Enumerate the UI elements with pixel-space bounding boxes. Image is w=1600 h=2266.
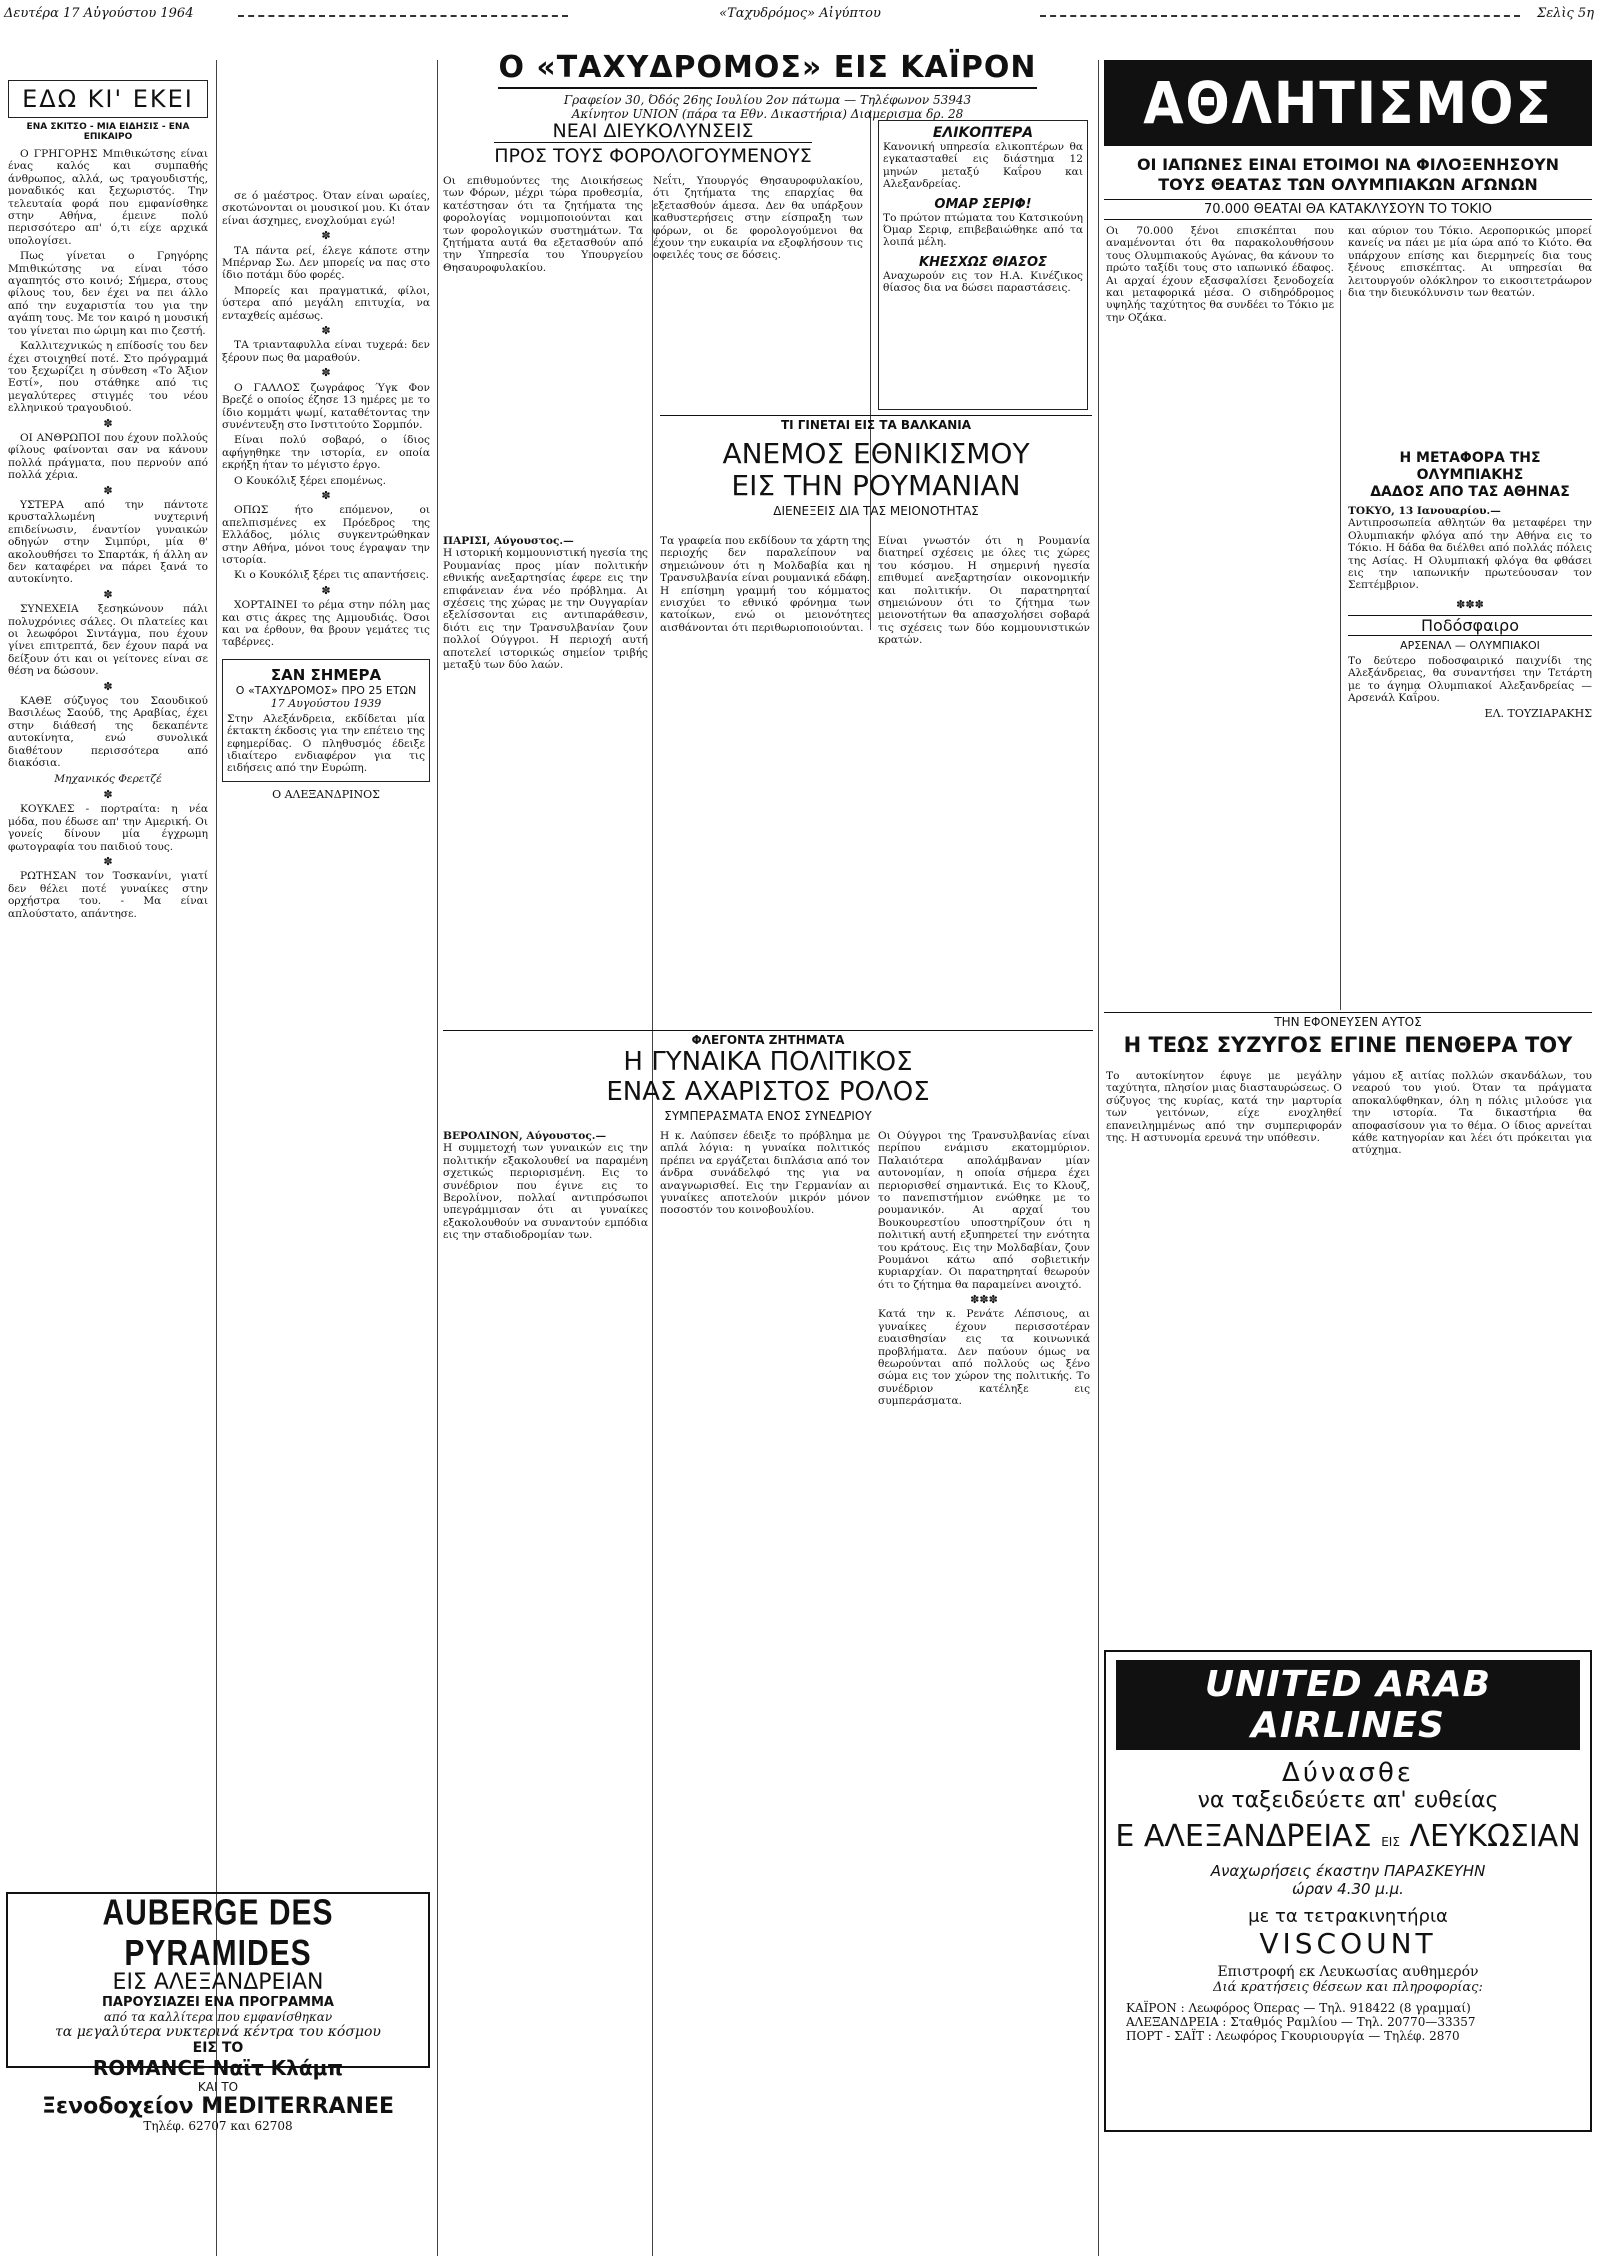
ad-line: ΠΑΡΟΥΣΙΑΖΕΙ ΕΝΑ ΠΡΟΓΡΑΜΜΑ: [102, 1995, 334, 2010]
paragraph: Καλλιτεχνικώς η επίδοσίς του δεν έχει στοιχηθεί ποτέ. Στο πρόγραμμά του ξεχωρίζει η σύνθεση «Το Άξιον Εστί», που στάθηκε από τις μεγαλύτερες στιγμές του νέου ελληνικού τραγουδιού.: [8, 340, 208, 415]
balkans-col-mid: [660, 535, 870, 1020]
paragraph: σε ό μαέστρος. Όταν είναι ωραίες, σκοτώνονται οι μουσικοί μου. Κι όταν είναι άσχημες, ενοχλούμαι εγώ!: [222, 190, 430, 227]
tax-title-line: ΝΕΑΙ ΔΙΕΥΚΟΛΥΝΣΕΙΣ: [552, 120, 754, 142]
ad-line: με τα τετρακινητήρια: [1248, 1906, 1448, 1927]
paragraph: Ο ΓΑΛΛΟΣ ζωγράφος Ύγκ Φον Βρεζέ ο οποίος έζησε 13 ημέρες με το ίδιο κομμάτι ψωμί, καταθέτοντας την συνέντευξη στο Ινστιτούτο Σορμπόν.: [222, 381, 430, 431]
cairo-address: Γραφείον 30, Όδός 26ης Ιουλίου 2ον πάτωμα — Τηλέφωνον 53943: [563, 93, 972, 107]
page-header: [0, 4, 1600, 26]
header-paper-name: «Ταχυδρόμος» Αἰγύπτου: [719, 6, 881, 21]
ad-line: Αναχωρήσεις έκαστην ΠΑΡΑΣΚΕΥΗΝ: [1210, 1862, 1486, 1880]
ad-route-destination: ΛΕΥΚΩΣΙΑΝ: [1409, 1819, 1581, 1854]
wife-headline: [1104, 1012, 1592, 1057]
torch-title-line: Η ΜΕΤΑΦΟΡΑ ΤΗΣ ΟΛΥΜΠΙΑΚΗΣ: [1399, 450, 1541, 483]
ad-title: AUBERGE DES PYRAMIDES: [102, 1893, 334, 1974]
wife-text: Το αυτοκίνητον έφυγε με μεγάλην ταχύτητα, πλησίον μιας διασταυρώσεως. Ο σύζυγος της κυρίας, κατά την μαρτυρία των γειτόνων, είχε ενοχληθεί επανειλημμένως από την συμπεριφοράν της. Η αστυνομία ερευνά την υπόθεσιν.: [1106, 1070, 1342, 1145]
paragraph: Πως γίνεται ο Γρηγόρης Μπιθικώτσης να είναι τόσο αγαπητός στο κοινό; Σήμερα, στους φίλους του, δεν έχει να πει άλλο από την ευχαριστία του για την αγάπη τους. Με τον καιρό η μουσική του γίνεται πιο ώριμη και πιο ζεστή.: [8, 250, 208, 337]
ad-line: τα μεγαλύτερα νυκτερινά κέντρα του κόσμου: [55, 2024, 381, 2040]
header-page-number: Σελὶς 5η: [1537, 6, 1594, 21]
paragraph: Ο ΓΡΗΓΟΡΗΣ Μπιθικώτσης είναι ένας καλός και συμπαθής άνθρωπος, αλλά, ως τραγουδιστής, μοναδικός και ξεχωριστός. Την τελευταία φορά που εμφανίσθηκε στην Αθήνα, έμεινε πολύ περισσότερο απ' ό,τι είχε αρχικά υπολογίσει.: [8, 148, 208, 247]
sports-col-2: [1348, 225, 1592, 445]
history-box: [222, 659, 430, 782]
column-title: ΕΔΩ ΚΙ' ΕΚΕΙ: [22, 85, 194, 113]
women-title-line: ΕΝΑΣ ΑΧΑΡΙΣΤΟΣ ΡΟΛΟΣ: [606, 1077, 930, 1107]
latest-news: [878, 120, 1088, 410]
ad-line: από τα καλλίτερα που εμφανίσθηκαν: [103, 2010, 333, 2024]
ad-line: ώραν 4.30 μ.μ.: [1292, 1880, 1404, 1898]
balkans-title-line: ΕΙΣ ΤΗΝ ΡΟΥΜΑΝΙΑΝ: [731, 469, 1021, 502]
paragraph: Κι ο Κουκόλιξ ξέρει τις απαντήσεις.: [234, 569, 429, 582]
paragraph: Είναι πολύ σοβαρό, ο ίδιος αφήγηθηκε την ιστορία, εν οποία εκρήξη ήταν το μέγιστο έργο.: [222, 434, 430, 472]
signature: ΕΛ. ΤΟΥΖΙΑΡΑΚΗΣ: [1484, 707, 1592, 721]
sports-col-1: [1106, 225, 1334, 1005]
history-box-date: 17 Αυγούστου 1939: [270, 696, 382, 710]
latest-title: ΟΜΑΡ ΣΕΡΙΦ!: [934, 196, 1032, 212]
history-box-title: ΣΑΝ ΣΗΜΕΡΑ: [270, 665, 382, 684]
wife-col-1: [1106, 1070, 1342, 1550]
header-date: Δευτέρα 17 Αὐγούστου 1964: [4, 6, 194, 21]
tax-text-left: Οι επιθυμούντες της Διοικήσεως των Φόρων, μέχρι τώρα προθεσμία, κατέστησαν ότι τα ζητήματα της φορολογίας νομιμοποιούνται και των φορολογικών συστημάτων. Τα ζητήματα αυτά θα εξετασθούν από την Υπηρεσία του Υπουργείου Θησαυροφυλακίου.: [443, 175, 643, 274]
ad-line: Ξενοδοχείον MEDITERRANEE: [41, 2094, 395, 2119]
torch-dateline: ΤΟΚΥΟ, 13 Ιανουαρίου.—: [1348, 505, 1501, 517]
latest-text: Αναχωρούν εις τον Η.Α. Κινέζικος θίασος δια να δώσει παραστάσεις.: [883, 269, 1083, 295]
paragraph: ΤΑ τριανταφυλλα είναι τυχερά: δεν ξέρουν πως θα μαραθούν.: [222, 339, 430, 364]
ad-line: Τηλέφ. 62707 και 62708: [143, 2119, 293, 2133]
airline-brand: UNITED ARAB AIRLINES: [1204, 1664, 1492, 1746]
women-text: Η συμμετοχή των γυναικών εις την πολιτικήν εξακολουθεί να παραμένη σχετικώς περιορισμένη. Εις το συνέδριον που έγινε εις το Βερολίνον, πολλαί αντιπρόσωποι υπεγράμμισαν ότι αι γυναίκες εξακολουθούν να συναντούν εμπόδια εις την σταδιοδρομίαν των.: [443, 1142, 648, 1242]
latest-text: Κανονική υπηρεσία ελικοπτέρων θα εγκατασταθεί εις διάστημα 12 μηνών μεταξύ Καΐρου και Αλεξανδρείας.: [883, 141, 1083, 191]
balkans-title: [660, 438, 1092, 518]
tax-headline: [443, 120, 863, 167]
balkans-subtitle: ΔΙΕΝΕΞΕΙΣ ΔΙΑ ΤΑΣ ΜΕΙΟΝΟΤΗΤΑΣ: [773, 504, 979, 518]
paragraph: ΧΟΡΤΑΙΝΕΙ το ρέμα στην πόλη μας και στις άκρες της Αμμουδιάς. Όσοι και να έρθουν, θα βρουν γεμάτες τις ταβέρνες.: [222, 599, 430, 649]
football-match: ΑΡΣΕΝΑΛ — ΟΛΥΜΠΙΑΚΟΙ: [1400, 638, 1540, 652]
paragraph: ΟΙ ΑΝΘΡΩΠΟΙ που έχουν πολλούς φίλους φαίνονται σαν να κάνουν πολλά πράγματα, που περνούν από πολλά χέρια.: [8, 431, 208, 482]
tax-text-right: Νεΐτι, Υπουργός Θησαυροφυλακίου, ότι ζητήματα της επαρχίας θα εξετασθούν άμεσα. Δεν θα υπάρξουν καθυστερήσεις στην είσπραξη των φόρων, οι δε φορολογούμενοι θα έχουν την ευκαιρία να εξοφλήσουν τις οφειλές τους σε δόσεις.: [653, 175, 863, 262]
ad-line: ΑΛΕΞΑΝΔΡΕΙΑ : Σταθμός Ραμλίου — Τηλ. 20770—33357: [1126, 2015, 1476, 2029]
balkans-col-left: [443, 535, 648, 1020]
column-title-box: [8, 80, 208, 118]
paragraph: ΚΑΘΕ σύζυγος του Σαουδικού Βασιλέως Σαούδ, της Αραβίας, έχει στην διάθεσή της δεκαπέντε αυτοκίνητα, ενώ συνολικά διαθέτουν περισσότερα από διακόσια.: [8, 695, 208, 770]
tax-title-line: ΠΡΟΣ ΤΟΥΣ ΦΟΡΟΛΟΓΟΥΜΕΝΟΥΣ: [494, 142, 812, 167]
balkans-dateline: ΠΑΡΙΣΙ, Αύγουστος.—: [443, 535, 574, 547]
balkans-kicker: ΤΙ ΓΙΝΕΤΑΙ ΕΙΣ ΤΑ ΒΑΛΚΑΝΙΑ: [660, 415, 1092, 432]
ad-line: Επιστροφή εκ Λευκωσίας αυθημερόν: [1217, 1964, 1479, 1980]
paragraph: ΟΠΩΣ ήτο επόμενον, οι απελπισμένες ex Πρόεδρος της Ελλάδος, μόλις συγκεντρώθηκαν στην Αθήνα, μόνοι τους έγραψαν την ιστορία.: [222, 504, 430, 566]
torch-article: Η ΜΕΤΑΦΟΡΑ ΤΗΣ ΟΛΥΜΠΙΑΚΗΣ ΔΑΔΟΣ ΑΠΟ ΤΑΣ ΑΘΗΝΑΣ ΤΟΚΥΟ, 13 Ιανουαρίου.— Αντιπροσωπεία αθλητών θα μεταφέρει την Ολυμπιακήν φλόγα από την Αθήνα εις το Τόκιο. Η δάδα θα διέλθει από πολλάς πόλεις της Ασίας. Η Ολυμπιακή φλόγα θα φθάσει εις την ιαπωνικήν πρωτεύουσαν τον Σεπτέμβριον. ✽✽✽ Ποδόσφαιρο ΑΡΣΕΝΑΛ — ΟΛΥΜΠΙΑΚΟΙ Το δεύτερο ποδοσφαιρικό παιχνίδι της Αλεξάνδρειας, θα συναντήσει την Τετάρτη με το άγημα Ολυμπιακοί Αλεξανδρείας — Αρσενάλ Καΐρου. ΕΛ. ΤΟΥΖΙΑΡΑΚΗΣ: [1348, 450, 1592, 721]
paragraph: Μπορείς και πραγματικά, φίλοι, ύστερα από μεγάλη επιτυχία, να ενταχθείς αμέσως.: [222, 284, 430, 322]
women-col-2: [660, 1130, 870, 2250]
women-text: Κατά την κ. Ρενάτε Λέπσιους, αι γυναίκες έχουν περισσοτέραν ευαισθησίαν εις τα κοινωνικά προβλήματα. Δεν παύουν όμως να θεωρούνται από πολλούς ως ξένο σώμα εις τον χώρον της πολιτικής. Το συνέδριον κατέληξε εις συμπεράσματα.: [878, 1308, 1090, 1408]
balkans-title-line: ΑΝΕΜΟΣ ΕΘΝΙΚΙΣΜΟΥ: [722, 437, 1030, 470]
sports-subtitle: 70.000 ΘΕΑΤΑΙ ΘΑ ΚΑΤΑΚΛΥΣΟΥΝ ΤΟ ΤΟΚΙΟ: [1104, 199, 1592, 220]
balkans-col-right: [878, 535, 1090, 1020]
column-subtitle: ΕΝΑ ΣΚΙΤΣΟ - ΜΙΑ ΕΙΔΗΣΙΣ - ΕΝΑ ΕΠΙΚΑΙΡΟ: [26, 122, 190, 142]
paragraph: ΡΩΤΗΣΑΝ τον Τοσκανίνι, γιατί δεν θέλει ποτέ γυναίκες στην ορχήστρα του. - Μα είναι απλούστατο, απάντησε.: [8, 870, 208, 920]
history-box-subtitle: Ο «ΤΑΧΥΔΡΟΜΟΣ» ΠΡΟ 25 ΕΤΩΝ: [235, 683, 417, 697]
women-col-3: Οι Ούγγροι της Τρανσυλβανίας είναι περίπου ενάμισυ εκατομμύριον. Παλαιότερα απολάμβαναν μίαν αυτονομίαν, η οποία σήμερα έχει περιορισθεί σημαντικά. Εις το Κλουζ, το πανεπιστήμιον ενώθηκε με το ρουμανικόν. Αι αρχαί του Βουκουρεστίου υποστηρίζουν ότι η πολιτική αυτή εξυπηρετεί την ενότητα του κράτους. Εις την Μολδαβίαν, ζουν Ρουμάνοι κάτω από σοβιετικήν κυριαρχίαν. Οι παρατηρηταί θεωρούν ότι το ζήτημα θα παραμείνει ανοιχτό. ✽✽✽ Κατά την κ. Ρενάτε Λέπσιους, αι γυναίκες έχουν περισσοτέραν ευαισθησίαν εις τα κοινωνικά προβλήματα. Δεν παύουν όμως να θεωρούνται από πολλούς ως ξένο σώμα εις τον χώρον της πολιτικής. Το συνέδριον κατέληξε εις συμπεράσματα.: [878, 1130, 1090, 1408]
ad-line: VISCOUNT: [1259, 1927, 1437, 1960]
wife-title: Η ΤΕΩΣ ΣΥΖΥΓΟΣ ΕΓΙΝΕ ΠΕΝΘΕΡΑ ΤΟΥ: [1123, 1033, 1573, 1057]
women-kicker: ΦΛΕΓΟΝΤΑ ΖΗΤΗΜΑΤΑ: [443, 1030, 1093, 1047]
sports-text: Οι 70.000 ξένοι επισκέπται που αναμένονται ότι θα παρακολουθήσουν τους Ολυμπιακούς Αγώνας, θα κάνουν το πρώτο ταξίδι τους στο ιαπωνικό έδαφος. Αι αρχαί έχουν εξασφαλίσει ξενοδοχεία και μεταφορικά μέσα. Ο σιδηρόδρομος υψηλής ταχύτητος θα συνδέει το Τόκιο με την Οζάκα.: [1106, 225, 1334, 324]
balkans-text: Η ιστορική κομμουνιστική ηγεσία της Ρουμανίας προς μίαν πολιτικήν εθνικής ανεξαρτησίας έφερε εις την επιφάνειαν ένα νέο πρόβλημα. Αι σχέσεις της χώρας με την Ουγγαρίαν εξελίσσονται εις αντιπαράθεσιν, διότι εις την Τρανσυλβανίαν ζουν πολλοί Ούγγροι. Η περιοχή αυτή αποτελεί ιστορικώς σημείον τριβής μεταξύ των δύο λαών.: [443, 547, 648, 672]
ad-line: ΕΙΣ ΤΟ: [192, 2040, 244, 2056]
football-text: Το δεύτερο ποδοσφαιρικό παιχνίδι της Αλεξάνδρειας, θα συναντήσει την Τετάρτη με το άγημα Ολυμπιακοί Αλεξανδρείας — Αρσενάλ Καΐρου.: [1348, 654, 1592, 705]
ad-line: ROMANCE Ναϊτ Κλάμπ: [92, 2056, 344, 2080]
paragraph: Ο Κουκόλιξ ξέρει επομένως.: [234, 474, 386, 487]
women-subtitle: ΣΥΜΠΕΡΑΣΜΑΤΑ ΕΝΟΣ ΣΥΝΕΔΡΙΟΥ: [664, 1109, 872, 1123]
paragraph: ΥΣΤΕΡΑ από την πάντοτε κρυσταλλωμένη νυχτερινή επιδείνωσιν, έναντίον γυναικών οδηγών στην Σιμπύρι, μία θ' ακολουθήσει το Σπαρτάκ, ή άλλη αν δεν καταφέρει να πάρει ξανά το αυτοκίνητο.: [8, 498, 208, 586]
airline-logo: [1116, 1660, 1580, 1750]
history-box-text: Στην Αλεξάνδρεια, εκδίδεται μία έκτακτη έκδοσις για την επέτειο της εφημερίδας. Ο πληθυσμός έδειξε ιδιαίτερο ενδιαφέρον για τις ειδήσεις από την Ευρώπη.: [227, 712, 425, 775]
women-headline: [443, 1030, 1093, 1123]
latest-text: Το πρώτον πτώματα του Κατσικούνη Όμαρ Σεριφ, επιβεβαιώθηκε από τα λοιπά μέλη.: [883, 211, 1083, 249]
women-text: Η κ. Λαύπσεν έδειξε το πρόβλημα με απλά λόγια: η γυναίκα πολιτικός πρέπει να εργάζεται διπλάσια από τον άνδρα συνάδελφό της για να αναγνωρισθεί. Εις την Γερμανίαν αι γυναίκες αποτελούν μικρόν μόνον ποσοστόν του κοινοβουλίου.: [660, 1130, 870, 1217]
sports-banner: [1104, 60, 1592, 146]
wife-col-2: [1352, 1070, 1592, 1550]
ad-line: Διά κρατήσεις θέσεων και πληροφορίας:: [1213, 1980, 1483, 1995]
ad-line: ΕΙΣ ΑΛΕΞΑΝΔΡΕΙΑΝ: [112, 1970, 324, 1995]
ad-line: ΚΑΙ ΤΟ: [197, 2080, 239, 2094]
column-2: σε ό μαέστρος. Όταν είναι ωραίες, σκοτώνονται οι μουσικοί μου. Κι όταν είναι άσχημες, ενοχλούμαι εγώ! ✽ ΤΑ πάντα ρεί, έλεγε κάποτε στην Μπέρναρ Σω. Δεν μπορείς να πας στο ίδιο ποτάμι δύο φορές. Μπορείς και πραγματικά, φίλοι, ύστερα από μεγάλη επιτυχία, να ενταχθείς αμέσως. ✽ ΤΑ τριανταφυλλα είναι τυχερά: δεν ξέρουν πως θα μαραθούν. ✽ Ο ΓΑΛΛΟΣ ζωγράφος Ύγκ Φον Βρεζέ ο οποίος έζησε 13 ημέρες με το ίδιο κομμάτι ψωμί, καταθέτοντας την συνέντευξη στο Ινστιτούτο Σορμπόν. Είναι πολύ σοβαρό, ο ίδιος αφήγηθηκε την ιστορία, εν οποία εκρήξη ήταν το μέγιστο έργο. Ο Κουκόλιξ ξέρει επομένως. ✽ ΟΠΩΣ ήτο επόμενον, οι απελπισμένες ex Πρόεδρος της Ελλάδος, μόλις συγκεντρώθηκαν στην Αθήνα, μόνοι τους έγραψαν την ιστορία. Κι ο Κουκόλιξ ξέρει τις απαντήσεις. ✽ ΧΟΡΤΑΙΝΕΙ το ρέμα στην πόλη μας και στις άκρες της Αμμουδιάς. Όσοι και να έρθουν, θα βρουν γεμάτες τις ταβέρνες. ΣΑΝ ΣΗΜΕΡΑ Ο «ΤΑΧΥΔΡΟΜΟΣ» ΠΡΟ 25 ΕΤΩΝ 17 Αυγούστου 1939 Στην Αλεξάνδρεια, εκδίδεται μία έκτακτη έκδοσις για την επέτειο της εφημερίδας. Ο πληθυσμός έδειξε ιδιαίτερο ενδιαφέρον για τις ειδήσεις από την Ευρώπη. Ο ΑΛΕΞΑΝΔΡΙΝΟΣ: [222, 190, 430, 801]
column-1-text: Ο ΓΡΗΓΟΡΗΣ Μπιθικώτσης είναι ένας καλός και συμπαθής άνθρωπος, αλλά, ως τραγουδιστής, μοναδικός και ξεχωριστός. Την τελευταία φορά που εμφανίσθηκε στην Αθήνα, έμεινε πολύ περισσότερο απ' ό,τι είχε αρχικά υπολογίσει. Πως γίνεται ο Γρηγόρης Μπιθικώτσης να είναι τόσο αγαπητός στο κοινό; Σήμερα, στους φίλους του, δεν έχει να πει άλλο από την ευχαριστία του για την αγάπη τους. Με τον καιρό η μουσική του γίνεται πιο ώριμη και πιο ζεστή. Καλλιτεχνικώς η επίδοσίς του δεν έχει στοιχηθεί ποτέ. Στο πρόγραμμά του ξεχωρίζει η σύνθεση «Το Άξιον Εστί», που στάθηκε από τις μεγαλύτερες στιγμές του νέου ελληνικού τραγουδιού. ✽ ΟΙ ΑΝΘΡΩΠΟΙ που έχουν πολλούς φίλους φαίνονται σαν να κάνουν πολλά πράγματα, που περνούν από πολλά χέρια. ✽ ΥΣΤΕΡΑ από την πάντοτε κρυσταλλωμένη νυχτερινή επιδείνωσιν, έναντίον γυναικών οδηγών στην Σιμπύρι, μία θ' ακολουθήσει το Σπαρτάκ, ή άλλη αν δεν καταφέρει να πάρει ξανά το αυτοκίνητο. ✽ ΣΥΝΕΧΕΙΑ ξεσηκώνουν πάλι πολυχρόνιες σάλες. Οι πλατείες και οι λεωφόροι Σιντάγμα, που έχουν γίνει επιτρεπτά, δεν έχουν παρά να δείξουν ότι και οι γείτονες είναι σε θέση να δώσουν. ✽ ΚΑΘΕ σύζυγος του Σαουδικού Βασιλέως Σαούδ, της Αραβίας, έχει στην διάθεσή της δεκαπέντε αυτοκίνητα, ενώ συνολικά διαθέτουν περισσότερα από διακόσια. Μηχανικός Φερετζέ ✽ ΚΟΥΚΛΕΣ - πορτραίτα: η νέα μόδα, που έδωσε απ' την Αμερική. Οι γονείς δίνουν μία έγχρωμη φωτογραφία του παιδιού τους. ✽ ΡΩΤΗΣΑΝ τον Τοσκανίνι, γιατί δεν θέλει ποτέ γυναίκες στην ορχήστρα του. - Μα είναι απλούστατο, απάντησε.: [8, 148, 208, 920]
balkans-continued: Οι Ούγγροι της Τρανσυλβανίας είναι περίπου ενάμισυ εκατομμύριον. Παλαιότερα απολάμβαναν μίαν αυτονομίαν, η οποία σήμερα έχει περιορισθεί σημαντικά. Εις το Κλουζ, το πανεπιστήμιον ενώθηκε με το ρουμανικόν. Αι αρχαί του Βουκουρεστίου υποστηρίζουν ότι η πολιτική αυτή εξυπηρετεί την ενότητα του κράτους. Εις την Μολδαβίαν, ζουν Ρουμάνοι κάτω από σοβιετικήν κυριαρχίαν. Οι παρατηρηταί θεωρούν ότι το ζήτημα θα παραμείνει ανοιχτό.: [878, 1130, 1090, 1291]
sports-title-line: ΟΙ ΙΑΠΩΝΕΣ ΕΙΝΑΙ ΕΤΟΙΜΟΙ ΝΑ ΦΙΛΟΞΕΝΗΣΟΥΝ: [1136, 155, 1560, 174]
wife-kicker: ΤΗΝ ΕΦΟΝΕΥΣΕΝ ΑΥΤΟΣ: [1104, 1012, 1592, 1029]
football-title: Ποδόσφαιρο: [1348, 615, 1592, 636]
torch-title: [1348, 450, 1592, 501]
women-col-1: [443, 1130, 648, 2250]
ad-line: ΠΟΡΤ - ΣΑΪΤ : Λεωφόρος Γκουριουργία — Τηλέφ. 2870: [1126, 2029, 1460, 2043]
latest-title: ΕΛΙΚΟΠΤΕΡΑ: [932, 125, 1034, 141]
ad-line: Δύνασθε: [1282, 1758, 1414, 1788]
paragraph: ΣΥΝΕΧΕΙΑ ξεσηκώνουν πάλι πολυχρόνιες σάλες. Οι πλατείες και οι λεωφόροι Σιντάγμα, που έχουν γίνει επιτρεπτά, δεν έχουν παρά να δείξουν ότι και οι γείτονες είναι σε θέση να δώσουν.: [8, 603, 208, 678]
cairo-office-block: [440, 50, 1095, 121]
women-dateline: ΒΕΡΟΛΙΝΟΝ, Αύγουστος.—: [443, 1130, 607, 1142]
paragraph: ΤΑ πάντα ρεί, έλεγε κάποτε στην Μπέρναρ Σω. Δεν μπορείς να πας στο ίδιο ποτάμι δύο φορές.: [222, 244, 430, 282]
signature: Ο ΑΛΕΞΑΝΔΡΙΝΟΣ: [272, 787, 380, 801]
women-title-line: Η ΓΥΝΑΙΚΑ ΠΟΛΙΤΙΚΟΣ: [623, 1047, 913, 1077]
sports-title-line: ΤΟΥΣ ΘΕΑΤΑΣ ΤΩΝ ΟΛΥΜΠΙΑΚΩΝ ΑΓΩΝΩΝ: [1158, 175, 1538, 194]
sports-text: και αύριον του Τόκιο. Αεροπορικώς μπορεί κανείς να πάει με μία ώρα από το Κιότο. Θα υπάρχουν επίσης και διερμηνείς δια τους ξένους επισκέπτας. Αι υπηρεσίαι θα λειτουργούν ολόκληρον το εικοσιτετράωρον δια την διευκόλυνσιν των θεατών.: [1348, 225, 1592, 300]
paragraph: ΚΟΥΚΛΕΣ - πορτραίτα: η νέα μόδα, που έδωσε απ' την Αμερική. Οι γονείς δίνουν μία έγχρωμη φωτογραφία του παιδιού τους.: [8, 803, 208, 853]
sports-banner-title: ΑΘΛΗΤΙΣΜΟΣ: [1143, 69, 1553, 137]
ad-route-connector: ΕΙΣ: [1381, 1835, 1400, 1849]
ad-route-origin: Ε ΑΛΕΞΑΝΔΡΕΙΑΣ: [1115, 1819, 1372, 1854]
ad-line: να ταξειδεύετε απ' ευθείας: [1197, 1788, 1499, 1813]
ad-line: ΚΑΪΡΟΝ : Λεωφόρος Όπερας — Τηλ. 918422 (8 γραμμαί): [1126, 2001, 1471, 2015]
airline-ad: [1104, 1650, 1592, 2132]
cairo-title: Ο «ΤΑΧΥΔΡΟΜΟΣ» ΕΙΣ ΚΑΪΡΟΝ: [498, 50, 1036, 89]
torch-title-line: ΔΑΔΟΣ ΑΠΟ ΤΑΣ ΑΘΗΝΑΣ: [1370, 484, 1570, 500]
latest-title: ΚΗΕΣΧΩΣ ΘΙΑΣΟΣ: [919, 254, 1047, 270]
sports-headline: [1104, 155, 1592, 220]
balkans-text: Τα γραφεία που εκδίδουν τα χάρτη της περιοχής δεν παραλείπουν να σημειώνουν ότι η Μολδαβία και η Τρανσυλβανία είναι ρουμανικά εδάφη. Η επίσημη γραμμή του κόμματος ενισχύει το εθνικό φρόνημα των κατοίκων, ενώ οι μειονότητες αισθάνονται ότι περιθωριοποιούνται.: [660, 535, 870, 634]
wife-text: γάμου εξ αιτίας πολλών σκανδάλων, του νεαρού του γιού. Όταν τα πράγματα αποκαλύφθηκαν, όλη η πόλις μιλούσε για την ιστορία. Τα δικαστήρια θα αποφασίσουν για το θέμα. Ο ίδιος αρνείται κάθε κατηγορίαν και λέει ότι πρόκειται για ατύχημα.: [1352, 1070, 1592, 1157]
balkans-text: Είναι γνωστόν ότι η Ρουμανία διατηρεί σχέσεις με όλες τις χώρες του κόσμου. Η σημερινή ηγεσία επιθυμεί ανεξαρτησίαν οικονομικήν και πολιτικήν. Οι παρατηρηταί σημειώνουν ότι το ζήτημα των μειονοτήτων θα απασχολήσει σοβαρά τις σχέσεις των δύο κομμουνιστικών κρατών.: [878, 535, 1090, 647]
cairo-address: Ακίνητον UNION (πάρα τα Εθν. Δικαστήρια) Διαμερισμα δρ. 28: [571, 107, 964, 121]
signature: Μηχανικός Φερετζέ: [54, 772, 162, 785]
torch-text: Αντιπροσωπεία αθλητών θα μεταφέρει την Ολυμπιακήν φλόγα από την Αθήνα εις το Τόκιο. Η δάδα θα διέλθει από πολλάς πόλεις της Ασίας. Η Ολυμπιακή φλόγα θα φθάσει εις την ιαπωνικήν πρωτεύουσαν τον Σεπτέμβριον.: [1348, 517, 1592, 592]
ad-route: [1106, 1819, 1590, 1854]
auberge-ad: [6, 1892, 430, 2133]
